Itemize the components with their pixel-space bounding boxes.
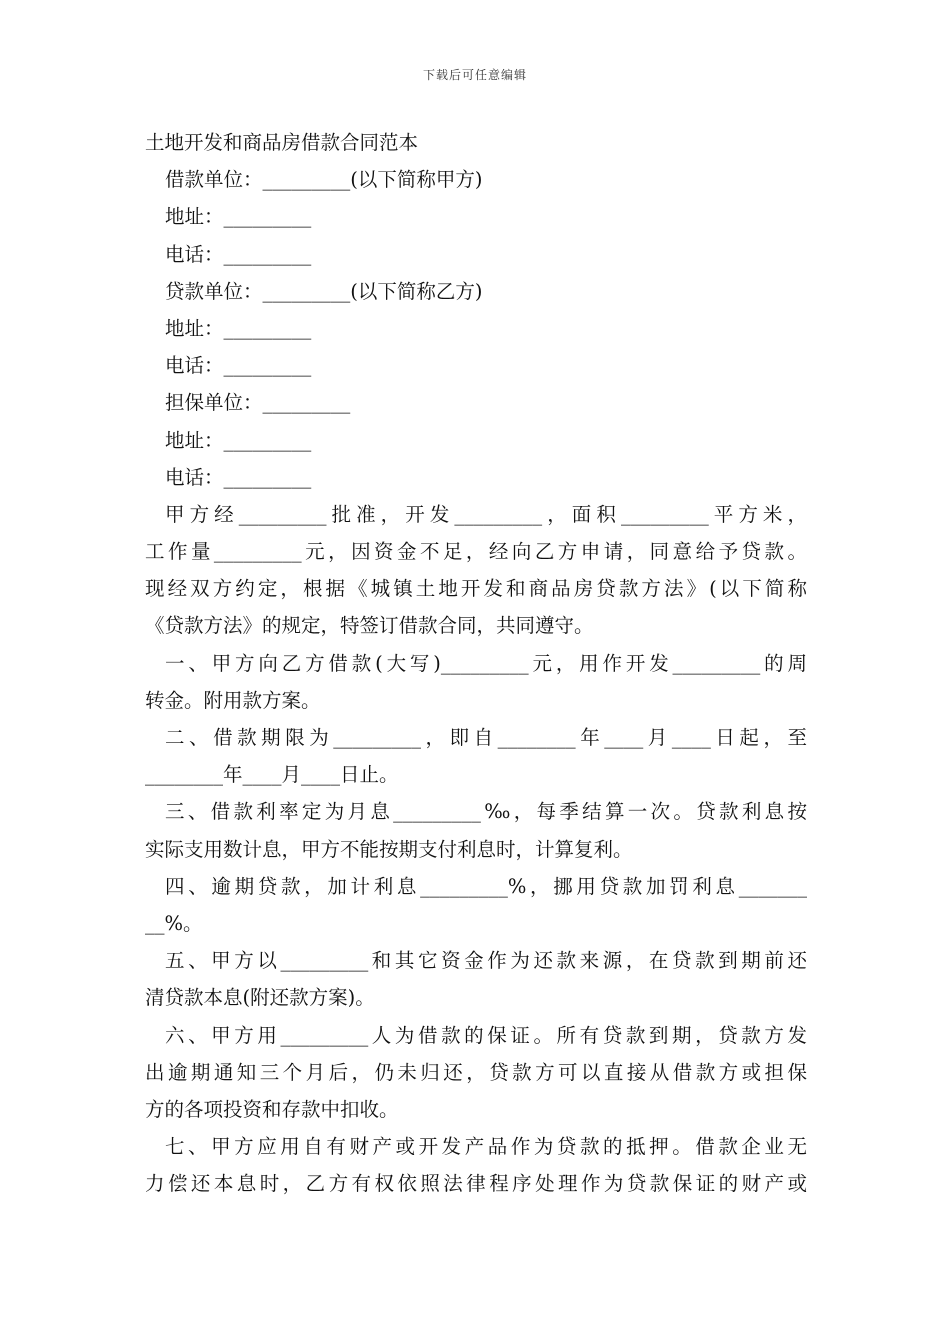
clause-6-line-1: 六、甲方用_________人为借款的保证。所有贷款到期，贷款方发 — [165, 1023, 807, 1047]
clause-4-line-1: 四、逾期贷款，加计利息_________%，挪用贷款加罚利息_______ — [165, 874, 807, 898]
clause-7-line-2: 力偿还本息时，乙方有权依照法律程序处理作为贷款保证的财产或 — [145, 1172, 807, 1196]
clause-3-line-2: 实际支用数计息，甲方不能按期支付利息时，计算复利。 — [145, 837, 633, 861]
preamble-line-3: 现经双方约定，根据《城镇土地开发和商品房贷款方法》(以下简称 — [145, 577, 807, 601]
guarantor-phone: 电话：_________ — [165, 465, 312, 489]
contract-title: 土地开发和商品房借款合同范本 — [145, 131, 419, 154]
preamble-line-1: 甲方经_________批准，开发_________，面积_________平方米， — [165, 502, 807, 526]
preamble-line-4: 《贷款方法》的规定，特签订借款合同，共同遵守。 — [145, 614, 594, 638]
lender-phone: 电话：_________ — [165, 354, 312, 378]
clause-2-line-2: ________年____月____日止。 — [145, 763, 399, 787]
clause-1-line-1: 一、甲方向乙方借款(大写)_________元，用作开发_________的周 — [165, 651, 807, 675]
clause-7-line-1: 七、甲方应用自有财产或开发产品作为贷款的抵押。借款企业无 — [165, 1135, 807, 1159]
clause-4-line-2: __%。 — [145, 911, 203, 935]
lender-address: 地址：_________ — [165, 316, 312, 340]
contract-body — [145, 124, 807, 1202]
clause-6-line-2: 出逾期通知三个月后，仍未归还，贷款方可以直接从借款方或担保 — [145, 1060, 807, 1084]
clause-1-line-2: 转金。附用款方案。 — [145, 688, 321, 712]
clause-5-line-1: 五、甲方以_________和其它资金作为还款来源，在贷款到期前还 — [165, 949, 807, 973]
guarantor-line: 担保单位：_________ — [165, 391, 351, 415]
preamble-line-2: 工作量_________元，因资金不足，经向乙方申请，同意给予贷款。 — [145, 540, 807, 564]
clause-5-line-2: 清贷款本息(附还款方案)。 — [145, 986, 375, 1010]
clause-6-line-3: 方的各项投资和存款中扣收。 — [145, 1097, 399, 1121]
clause-3-line-1: 三、借款利率定为月息_________‰，每季结算一次。贷款利息按 — [165, 800, 807, 824]
lender-line: 贷款单位：_________(以下简称乙方) — [165, 279, 483, 303]
clause-2-line-1: 二、借款期限为_________，即自________年____月____日起，至 — [165, 726, 807, 749]
borrower-phone: 电话：_________ — [165, 242, 312, 266]
page-header: 下载后可任意编辑 — [422, 68, 527, 82]
borrower-address: 地址：_________ — [165, 205, 312, 229]
guarantor-address: 地址：_________ — [165, 428, 312, 452]
borrower-line: 借款单位：_________(以下简称甲方) — [165, 168, 483, 192]
